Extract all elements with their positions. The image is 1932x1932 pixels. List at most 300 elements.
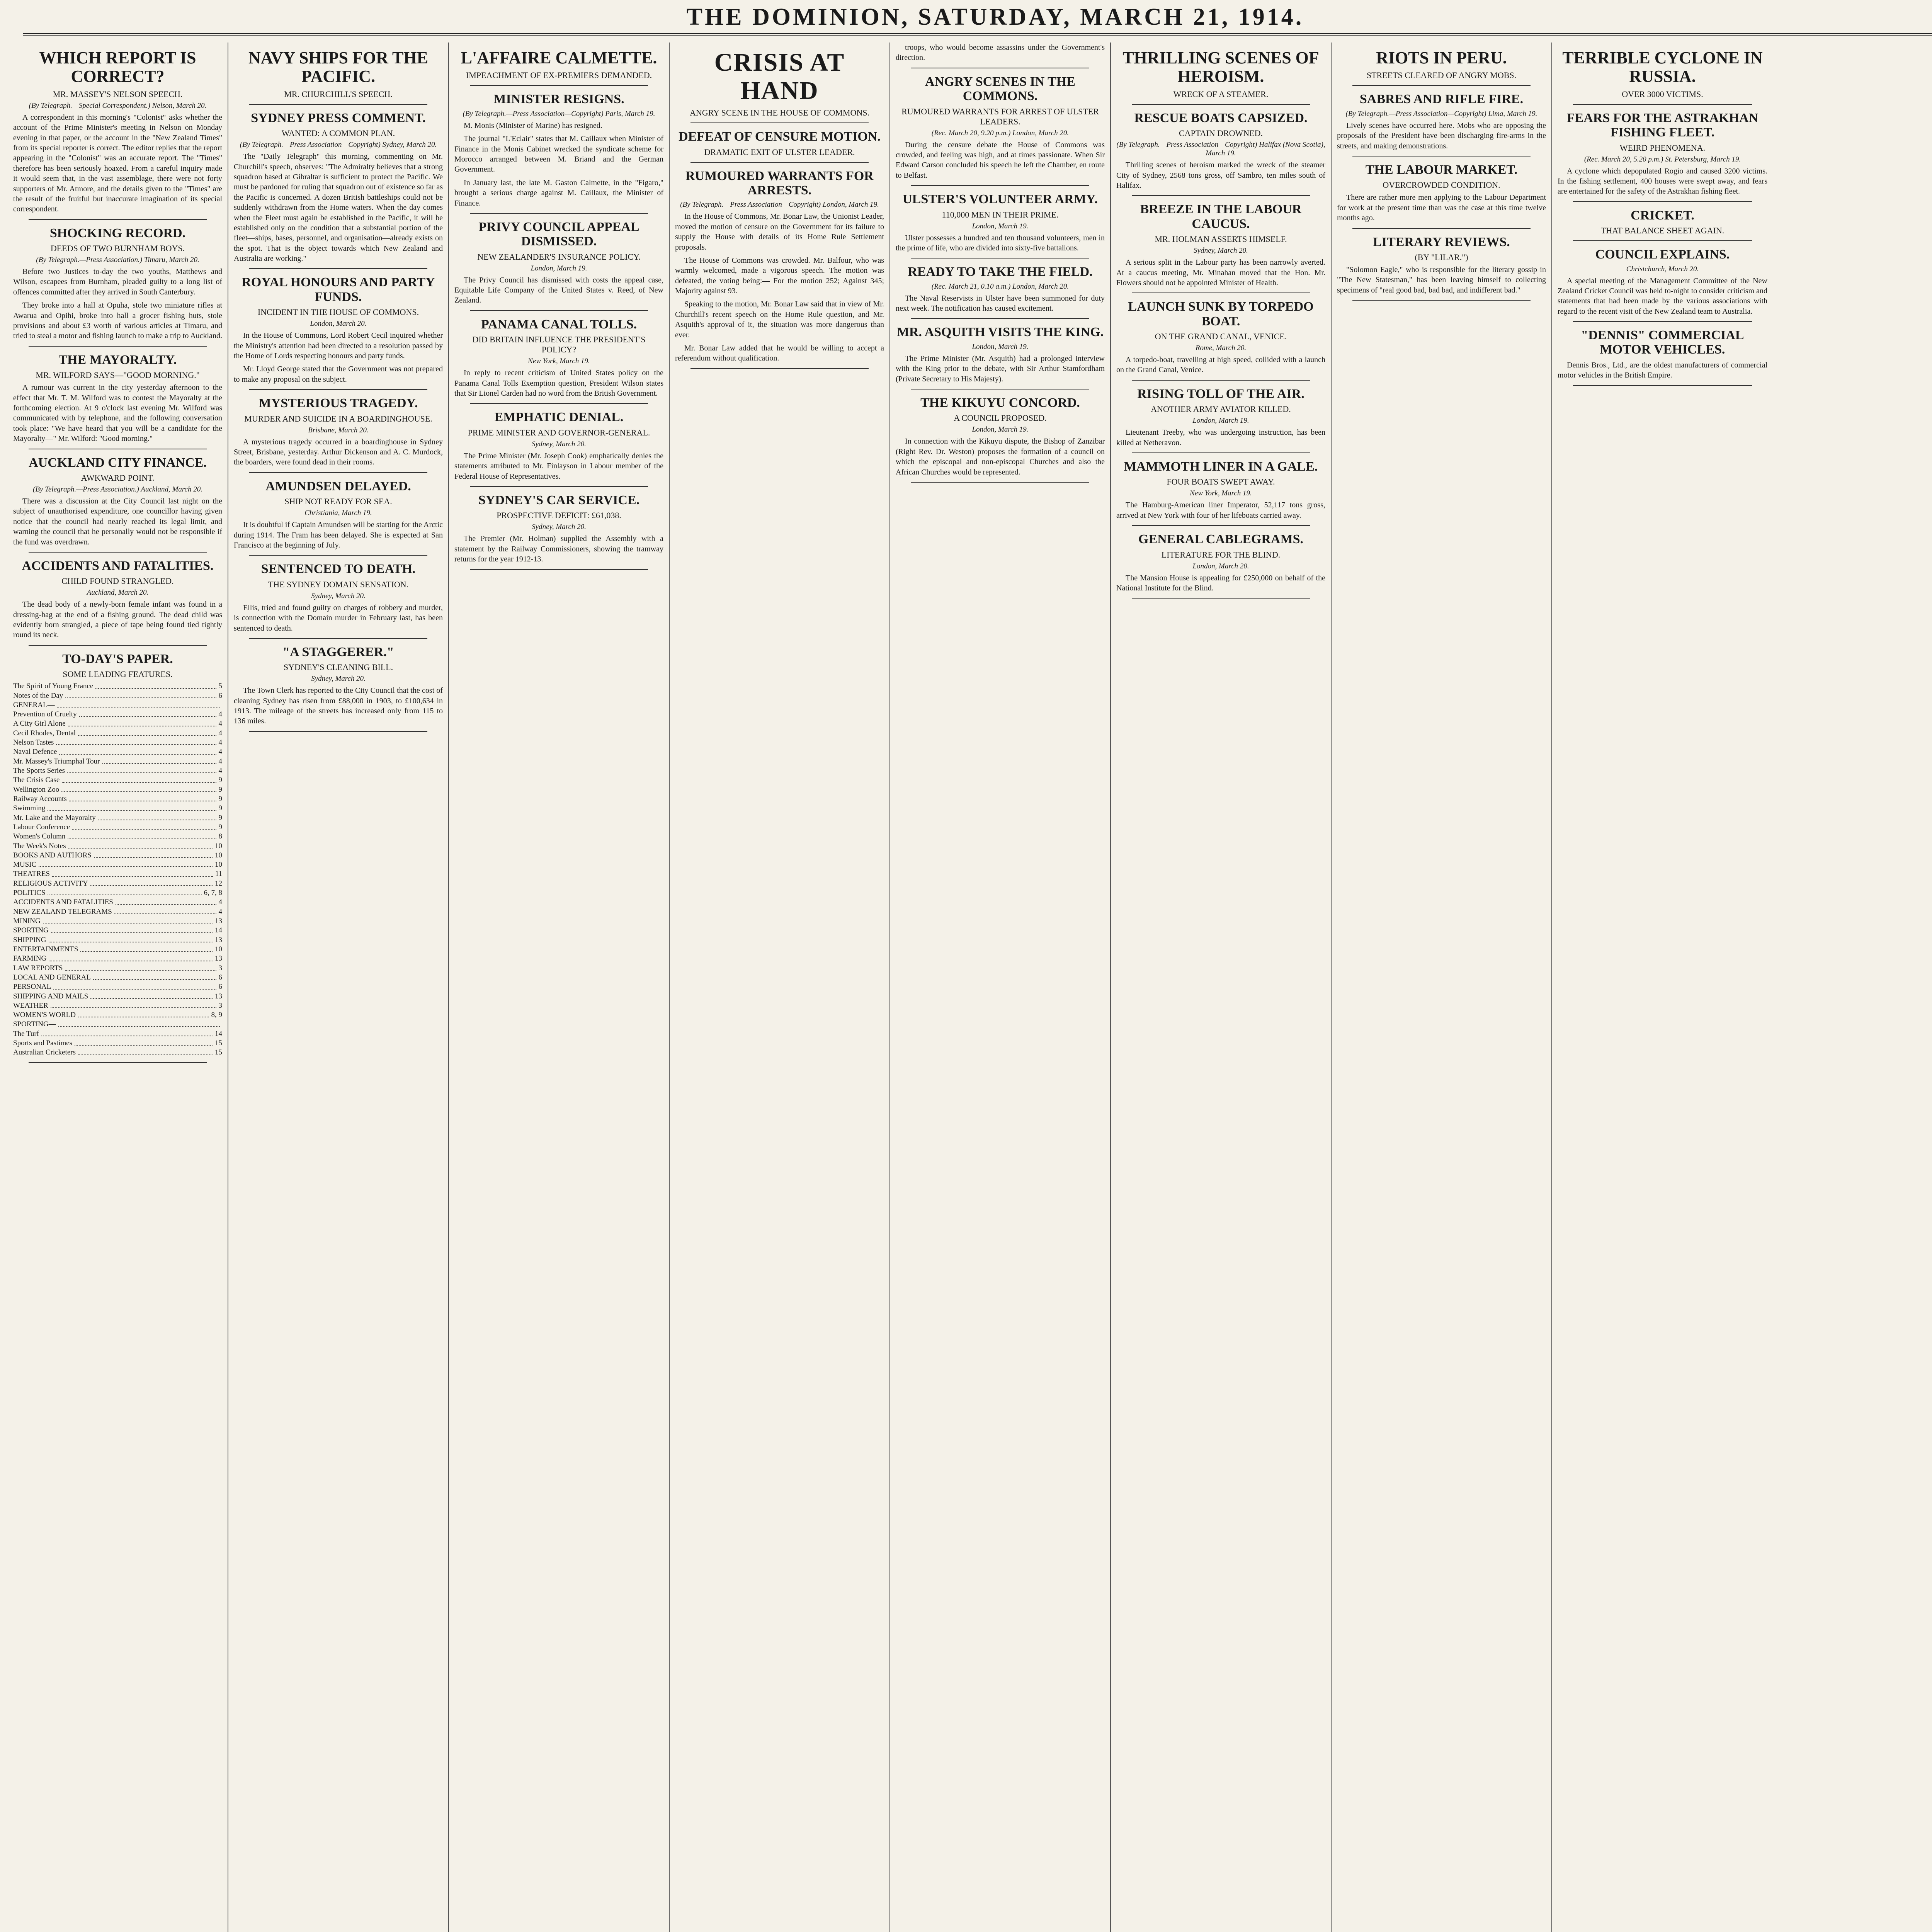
article-dateline: (By Telegraph.—Press Association—Copyright) London, March 19.	[680, 201, 879, 209]
contents-row	[13, 935, 222, 945]
article-body	[454, 451, 663, 481]
article-headline: WHICH REPORT IS CORRECT?	[39, 48, 196, 86]
contents-page: 4	[218, 907, 222, 916]
contents-page: 13	[215, 992, 222, 1000]
article-body	[675, 211, 884, 363]
contents-row	[13, 842, 222, 851]
contents-item: SPORTING	[13, 926, 49, 935]
article-subheadline: DID BRITAIN INFLUENCE THE PRESIDENT'S POLICY?	[472, 335, 646, 355]
contents-item: THEATRES	[13, 870, 50, 878]
contents-leader	[78, 1010, 209, 1017]
article-headline: READY TO TAKE THE FIELD.	[908, 265, 1093, 279]
contents-row	[13, 710, 222, 719]
contents-row	[13, 832, 222, 841]
article	[13, 652, 222, 1063]
contents-leader	[43, 917, 213, 923]
article-headline: PRIVY COUNCIL APPEAL DISMISSED.	[478, 219, 639, 249]
article-divider	[1573, 240, 1752, 241]
contents-item: The Turf	[13, 1029, 39, 1038]
contents-item: WEATHER	[13, 1001, 48, 1010]
contents-page: 13	[215, 935, 222, 944]
contents-row	[13, 794, 222, 804]
article-body	[896, 436, 1105, 477]
article-body	[1116, 427, 1325, 448]
article	[13, 559, 222, 646]
contents-item: Labour Conference	[13, 823, 70, 831]
article-subheadline: A COUNCIL PROPOSED.	[954, 413, 1047, 423]
article-paragraph: The Prime Minister (Mr. Joseph Cook) emphatically denies the statements attributed to Mr. Finlayson in Labour member of the Federal House of Representatives.	[454, 451, 663, 481]
article-dateline: London, March 19.	[972, 222, 1029, 230]
article-subheadline: MR. MASSEY'S NELSON SPEECH.	[53, 89, 183, 99]
article-divider	[911, 258, 1089, 259]
article-headline: RUMOURED WARRANTS FOR ARRESTS.	[685, 168, 874, 197]
contents-leader	[51, 1001, 216, 1008]
article-dateline: Sydney, March 20.	[532, 440, 586, 448]
article	[1558, 328, 1767, 386]
article-paragraph: During the censure debate the House of Commons was crowded, and feeling was high, and at times passionate. When Sir Edward Carson concluded his speech he left the Chamber, en route to Belfast.	[896, 140, 1105, 180]
contents-page: 4	[218, 738, 222, 747]
contents-item: POLITICS	[13, 889, 46, 897]
article-headline: MR. ASQUITH VISITS THE KING.	[896, 325, 1104, 340]
article-subheadline: ON THE GRAND CANAL, VENICE.	[1155, 332, 1287, 342]
contents-row	[13, 804, 222, 813]
columns	[8, 43, 1932, 1932]
contents-item: Naval Defence	[13, 748, 57, 756]
contents-item: The Spirit of Young France	[13, 682, 94, 690]
contents-row	[13, 992, 222, 1001]
contents-page: 9	[218, 776, 222, 784]
contents-item: The Week's Notes	[13, 842, 66, 850]
article-dateline: London, March 19.	[531, 264, 587, 272]
contents-leader	[65, 691, 216, 698]
article-headline: THE KIKUYU CONCORD.	[920, 396, 1080, 410]
article-subheadline: CHILD FOUND STRANGLED.	[61, 576, 174, 586]
article-subheadline: AWKWARD POINT.	[81, 473, 155, 483]
contents-item: SHIPPING	[13, 935, 46, 944]
contents-page: 14	[215, 926, 222, 935]
article	[234, 275, 443, 390]
article	[896, 43, 1105, 68]
contents-page: 10	[215, 861, 222, 869]
contents-row	[13, 860, 222, 869]
article-headline: ROYAL HONOURS AND PARTY FUNDS.	[242, 275, 435, 304]
contents-item: A City Girl Alone	[13, 719, 66, 728]
contents-item: SPORTING—	[13, 1020, 56, 1029]
article	[675, 129, 884, 162]
contents-item: LAW REPORTS	[13, 964, 63, 972]
contents-leader	[39, 860, 213, 867]
contents-row	[13, 766, 222, 776]
article	[13, 456, 222, 553]
article-headline: SHOCKING RECORD.	[49, 226, 186, 240]
article-dateline: (By Telegraph.—Press Association.) Timaru, March 20.	[36, 256, 199, 264]
contents-row	[13, 738, 222, 747]
article-body	[234, 437, 443, 468]
contents-leader	[68, 719, 216, 726]
contents-leader	[59, 747, 216, 754]
contents-row	[13, 719, 222, 728]
article-headline: DEFEAT OF CENSURE MOTION.	[679, 129, 881, 144]
article-headline: "DENNIS" COMMERCIAL MOTOR VEHICLES.	[1581, 328, 1744, 357]
article-paragraph: Before two Justices to-day the two youths, Matthews and Wilson, escapees from Burnham, pleaded guilty to a long list of offences committed after they arrived in South Canterbury.	[13, 267, 222, 296]
article-body	[13, 267, 222, 341]
article-paragraph: Ulster possesses a hundred and ten thousand volunteers, men in the prime of life, who are divided into sixty-five battalions.	[896, 233, 1105, 252]
article	[13, 226, 222, 347]
article-divider	[1132, 104, 1310, 105]
article-paragraph: A mysterious tragedy occurred in a boardinghouse in Sydney Street, Brisbane, yesterday. Arthur Dickenson and A. C. Murdock, the boarders, were found dead in their rooms.	[234, 437, 443, 467]
contents-item: Wellington Zoo	[13, 785, 60, 794]
contents-page: 9	[218, 785, 222, 794]
article-headline: MINISTER RESIGNS.	[493, 92, 624, 107]
column-3	[449, 43, 670, 1932]
article-dateline: London, March 19.	[972, 425, 1029, 434]
contents-leader	[98, 813, 216, 820]
article	[454, 317, 663, 404]
article	[454, 220, 663, 311]
column-6	[1111, 43, 1332, 1932]
article-body	[1116, 355, 1325, 375]
article-dateline: Sydney, March 20.	[532, 523, 586, 531]
contents-leader	[79, 710, 216, 717]
article-body	[1116, 160, 1325, 190]
article-paragraph: They broke into a hall at Opuha, stole two miniature rifles at Awarua and Opihi, broke into hall a grocer fishing huts, stole provisions and about £3 worth of various articles at Timaru, and tried to steal a motor and fishing launch to make a trip to Auckland.	[13, 301, 222, 340]
contents-page: 15	[215, 1039, 222, 1048]
contents-leader	[56, 738, 216, 745]
contents-page: 9	[218, 813, 222, 822]
article-subheadline: ANOTHER ARMY AVIATOR KILLED.	[1151, 404, 1291, 414]
article	[1558, 208, 1767, 241]
article-paragraph: In reply to recent criticism of United States policy on the Panama Canal Tolls Exemption question, President Wilson states that Sir Lionel Carden had no word from the British Government.	[454, 369, 663, 398]
article-paragraph: The Premier (Mr. Holman) supplied the Assembly with a statement by the Railway Commissioners, showing the tramway returns for the year 1912-13.	[454, 534, 663, 564]
article-body	[1337, 192, 1546, 223]
article	[1116, 202, 1325, 293]
article-divider	[1573, 321, 1752, 322]
article-headline: BREEZE IN THE LABOUR CAUCUS.	[1140, 202, 1302, 231]
article-paragraph: The dead body of a newly-born female infant was found in a dressing-bag at the end of a fishing ground. The dead child was evidently born strangled, a piece of tape being found tied tightly round its neck.	[13, 600, 222, 639]
article-body	[1337, 121, 1546, 151]
article-subheadline: STREETS CLEARED OF ANGRY MOBS.	[1366, 70, 1517, 80]
article-paragraph: There was a discussion at the City Council last night on the subject of unauthorised expenditure, one councillor having given notice that the council had nearly reached its legal limit, and warning the council that he personally would not be responsible if the fund was overdrawn.	[13, 497, 222, 546]
article-paragraph: Lieutenant Treeby, who was undergoing instruction, has been killed at Netheravon.	[1116, 428, 1325, 447]
contents-item: Nelson Tastes	[13, 738, 54, 747]
article-subheadline: MR. WILFORD SAYS—"GOOD MORNING."	[36, 370, 200, 380]
article-dateline: London, March 19.	[1192, 417, 1249, 425]
contents-row	[13, 1039, 222, 1048]
article-divider	[911, 482, 1089, 483]
article-headline: SYDNEY PRESS COMMENT.	[251, 111, 426, 125]
contents-page: 13	[215, 954, 222, 963]
article-subheadline: IMPEACHMENT OF EX-PREMIERS DEMANDED.	[466, 70, 652, 80]
article	[1337, 49, 1546, 86]
article-divider	[1132, 452, 1310, 453]
column-7	[1332, 43, 1552, 1932]
contents-item: GENERAL—	[13, 701, 55, 709]
contents-page: 4	[218, 710, 222, 719]
article-headline: LITERARY REVIEWS.	[1373, 235, 1510, 249]
article-paragraph: The "Daily Telegraph" this morning, commenting on Mr. Churchill's speech, observes: "The Admiralty believes that a strong squadron based at Gibraltar is sufficient to protect the Pacific. We must be pardoned for ruling that squadron out of existence so far as the Pacific is concerned. A dozen British battleships could not be suddenly withdrawn from the Home waters. When the day comes when the Fleet must again be established in the Pacific, it will be established only on the condition that a substantial portion of the fleet—ships, bases, personnel, and organisation—already exists on the spot. That is the object towards which New Zealand and Australia are working."	[234, 152, 443, 263]
article-subheadline: WRECK OF A STEAMER.	[1173, 89, 1269, 99]
contents-item: MINING	[13, 917, 41, 925]
contents-leader	[65, 964, 216, 971]
contents-page: 4	[218, 898, 222, 906]
article-paragraph: In January last, the late M. Gaston Calmette, in the "Figaro," brought a serious charge against M. Caillaux, the Minister of Finance.	[454, 178, 663, 207]
contents-item: SHIPPING AND MAILS	[13, 992, 88, 1000]
article-subheadline: THE SYDNEY DOMAIN SENSATION.	[268, 579, 409, 589]
article-divider	[249, 555, 427, 556]
article	[1116, 387, 1325, 453]
article	[896, 192, 1105, 259]
contents-item: Prevention of Cruelty	[13, 710, 77, 719]
article-paragraph: In connection with the Kikuyu dispute, the Bishop of Zanzibar (Right Rev. Dr. Weston) proposes the formation of a council on which the episcopal and non-episcopal Churches and also the African Churches would be represented.	[896, 437, 1105, 476]
article-paragraph: The Hamburg-American liner Imperator, 52,117 tons gross, arrived at New York with four of her lifeboats carried away.	[1116, 501, 1325, 520]
contents-row	[13, 954, 222, 963]
article-headline: FEARS FOR THE ASTRAKHAN FISHING FLEET.	[1566, 111, 1759, 140]
masthead	[23, 4, 1932, 36]
article-body	[896, 233, 1105, 253]
article	[454, 49, 663, 86]
article-divider	[1352, 300, 1531, 301]
contents-leader	[68, 842, 213, 849]
contents-list	[13, 682, 222, 1058]
contents-row	[13, 729, 222, 738]
contents-page: 6	[218, 973, 222, 981]
article-divider	[29, 1062, 207, 1063]
article-body	[234, 520, 443, 550]
contents-row	[13, 785, 222, 794]
column-1	[8, 43, 228, 1932]
article	[1558, 247, 1767, 322]
contents-item: ENTERTAINMENTS	[13, 945, 78, 953]
contents-item: Women's Column	[13, 832, 66, 841]
article-subheadline: OVER 3000 VICTIMS.	[1622, 89, 1703, 99]
contents-leader	[57, 701, 220, 707]
contents-row	[13, 757, 222, 766]
article-headline: MYSTERIOUS TRAGEDY.	[259, 396, 418, 411]
contents-row	[13, 851, 222, 860]
article-divider	[249, 389, 427, 390]
article-headline: RISING TOLL OF THE AIR.	[1137, 386, 1304, 401]
article-paragraph: troops, who would become assassins under the Government's direction.	[896, 43, 1105, 62]
article-body	[1116, 573, 1325, 594]
article-divider	[470, 85, 648, 86]
contents-page: 13	[215, 917, 222, 925]
masthead-title: THE DOMINION, SATURDAY, MARCH 21, 1914.	[686, 4, 1304, 30]
contents-page: 12	[215, 879, 222, 888]
article-dateline: Brisbane, March 20.	[308, 426, 369, 434]
contents-row	[13, 1010, 222, 1020]
contents-item: PERSONAL	[13, 983, 51, 991]
contents-leader	[95, 682, 216, 689]
article-body	[13, 496, 222, 547]
article	[896, 265, 1105, 319]
contents-page: 3	[218, 964, 222, 972]
article-body	[896, 354, 1105, 384]
contents-row	[13, 973, 222, 982]
article-dateline: (Rec. March 21, 0.10 a.m.) London, March 20.	[931, 282, 1069, 291]
contents-row	[13, 898, 222, 907]
contents-row	[13, 823, 222, 832]
article-divider	[1573, 385, 1752, 386]
article-body	[234, 151, 443, 264]
article-subheadline: SOME LEADING FEATURES.	[63, 669, 173, 679]
article-paragraph: Mr. Bonar Law added that he would be willing to accept a referendum without qualification.	[675, 344, 884, 363]
article-body	[13, 112, 222, 214]
contents-leader	[116, 898, 216, 905]
contents-item: The Crisis Case	[13, 776, 60, 784]
article-paragraph: A correspondent in this morning's "Colonist" asks whether the account of the Prime Minister's meeting in Nelson on Monday evening in that paper, or the account in the "New Zealand Times" from its special reporter is correct. The editor replies that the report appearing in the "Colonist" was an accurate report. The "Times" therefore has been seriously hoaxed. From a careful inquiry made it would seem that, in the vast assemblage, there were not forty supporters of Mr. Atmore, and the details given to the "Times" are the result of the fruitful but inaccurate imagination of its special correspondent.	[13, 113, 222, 214]
article-dateline: (By Telegraph.—Special Correspondent.) Nelson, March 20.	[29, 101, 207, 110]
article-paragraph: There are rather more men applying to the Labour Department for work at the present time than was the case at this time twelve months ago.	[1337, 193, 1546, 223]
article	[675, 169, 884, 369]
article-divider	[690, 368, 869, 369]
article-body	[1116, 257, 1325, 288]
article-divider	[1352, 228, 1531, 229]
contents-row	[13, 813, 222, 823]
article-divider	[470, 569, 648, 570]
contents-item: BOOKS AND AUTHORS	[13, 851, 92, 859]
article	[1337, 92, 1546, 156]
article	[234, 479, 443, 556]
contents-item: FARMING	[13, 954, 47, 963]
contents-item: Mr. Massey's Triumphal Tour	[13, 757, 100, 765]
column-4	[670, 43, 890, 1932]
contents-leader	[49, 935, 213, 942]
article-subheadline: WEIRD PHENOMENA.	[1619, 143, 1706, 153]
contents-item: Railway Accounts	[13, 794, 67, 803]
column-2	[228, 43, 449, 1932]
article-divider	[1132, 195, 1310, 196]
article	[896, 325, 1105, 389]
article-paragraph: The Town Clerk has reported to the City Council that the cost of cleaning Sydney has risen from £88,000 in 1903, to £100,634 in 1913. The mileage of the streets has increased only from 115 to 136 miles.	[234, 686, 443, 726]
contents-page: 3	[218, 1001, 222, 1010]
article-subheadline: ANGRY SCENE IN THE HOUSE OF COMMONS.	[689, 108, 870, 118]
article-divider	[911, 185, 1089, 186]
contents-page: 10	[215, 945, 222, 953]
article-divider	[1352, 85, 1531, 86]
article-headline: GENERAL CABLEGRAMS.	[1138, 532, 1303, 547]
article-dateline: (Rec. March 20, 5.20 p.m.) St. Petersburg, March 19.	[1584, 155, 1741, 163]
article-subheadline: OVERCROWDED CONDITION.	[1383, 180, 1500, 190]
contents-leader	[72, 823, 216, 830]
article-divider	[470, 486, 648, 487]
article-subheadline: NEW ZEALANDER'S INSURANCE POLICY.	[477, 252, 641, 262]
contents-row	[13, 982, 222, 992]
contents-leader	[69, 794, 216, 801]
contents-row	[13, 869, 222, 879]
contents-page: 9	[218, 794, 222, 803]
contents-page: 4	[218, 729, 222, 737]
contents-item: Mr. Lake and the Mayoralty	[13, 813, 96, 822]
contents-item: The Sports Series	[13, 767, 65, 775]
contents-page: 4	[218, 767, 222, 775]
contents-row	[13, 879, 222, 888]
article-subheadline: SYDNEY'S CLEANING BILL.	[283, 662, 393, 672]
contents-page: 15	[215, 1048, 222, 1057]
contents-item: Cecil Rhodes, Dental	[13, 729, 76, 737]
contents-row	[13, 1001, 222, 1010]
article	[454, 92, 663, 214]
article-headline: THE MAYORALTY.	[58, 352, 177, 367]
contents-page: 6	[218, 691, 222, 700]
article-divider	[1132, 525, 1310, 526]
article-headline: TO-DAY'S PAPER.	[62, 651, 173, 666]
article-subheadline: SHIP NOT READY FOR SEA.	[284, 497, 392, 507]
article-paragraph: Speaking to the motion, Mr. Bonar Law said that in view of Mr. Churchill's recent speech on the Home Rule question, and Mr. Asquith's approval of it, the situation was more dangerous than ever.	[675, 300, 884, 339]
article-paragraph: M. Monis (Minister of Marine) has resigned.	[464, 121, 602, 130]
article-headline: TERRIBLE CYCLONE IN RUSSIA.	[1562, 48, 1763, 86]
article-headline: SENTENCED TO DEATH.	[261, 562, 416, 577]
article-divider	[690, 162, 869, 163]
article-headline: SABRES AND RIFLE FIRE.	[1359, 92, 1524, 107]
article-divider	[249, 104, 427, 105]
contents-leader	[114, 907, 216, 914]
article-paragraph: The Prime Minister (Mr. Asquith) had a prolonged interview with the King prior to the debate, with Sir Arthur Stamfordham (Private Secretary to His Majesty).	[896, 354, 1105, 383]
article-subheadline: THAT BALANCE SHEET AGAIN.	[1600, 226, 1725, 236]
contents-leader	[48, 804, 216, 811]
article-subheadline: MR. HOLMAN ASSERTS HIMSELF.	[1155, 234, 1287, 244]
article-dateline: Sydney, March 20.	[1194, 247, 1248, 255]
article-headline: SYDNEY'S CAR SERVICE.	[478, 493, 640, 507]
contents-row	[13, 1048, 222, 1057]
article-subheadline: CAPTAIN DROWNED.	[1179, 128, 1263, 138]
article-dateline: Christiania, March 19.	[304, 509, 372, 517]
article-paragraph: A cyclone which depopulated Rogio and caused 3200 victims. In the fishing settlement, 400 houses were swept away, and fears are entertained for the safety of the Astrakhan fishing fleet.	[1558, 167, 1767, 196]
article-paragraph: In the House of Commons, Mr. Bonar Law, the Unionist Leader, moved the motion of censure on the Government for its failure to supply the House with details of its Home Rule Settlement proposals.	[675, 212, 884, 252]
contents-leader	[62, 776, 216, 782]
article-subheadline: DRAMATIC EXIT OF ULSTER LEADER.	[704, 147, 855, 157]
article-paragraph: A torpedo-boat, travelling at high speed, collided with a launch on the Grand Canal, Venice.	[1116, 355, 1325, 374]
article	[1337, 163, 1546, 229]
article-paragraph: Dennis Bros., Ltd., are the oldest manufacturers of commercial motor vehicles in the British Empire.	[1558, 361, 1767, 380]
contents-row	[13, 926, 222, 935]
article-divider	[470, 213, 648, 214]
contents-leader	[49, 954, 213, 961]
article-body	[1558, 360, 1767, 381]
article-divider	[1573, 104, 1752, 105]
contents-row	[13, 888, 222, 898]
contents-leader	[58, 1020, 220, 1027]
article-headline: COUNCIL EXPLAINS.	[1595, 247, 1730, 262]
article-divider	[911, 318, 1089, 319]
article-dateline: New York, March 19.	[528, 357, 590, 366]
contents-page: 8	[218, 832, 222, 841]
contents-item: LOCAL AND GENERAL	[13, 973, 91, 981]
article-paragraph: The journal "L'Eclair" states that M. Caillaux when Minister of Finance in the Monis Cabinet wrecked the syndicate scheme for Morocco arranged between M. Briand and the German Government.	[454, 134, 663, 174]
contents-page: 4	[218, 719, 222, 728]
article-paragraph: A special meeting of the Management Committee of the New Zealand Cricket Council was held to-night to consider criticism and statements that had been made by the various associations with regard to the recent visit of the New Zealand team to Australia.	[1558, 276, 1767, 316]
article-headline: "A STAGGERER."	[282, 645, 394, 659]
contents-page: 9	[218, 804, 222, 813]
contents-row	[13, 1029, 222, 1039]
article-dateline: Rome, March 20.	[1195, 344, 1247, 352]
article	[675, 49, 884, 123]
article-headline: AMUNDSEN DELAYED.	[265, 479, 411, 493]
article-body	[234, 330, 443, 384]
article-divider	[249, 638, 427, 639]
article	[1337, 235, 1546, 301]
contents-page: 9	[218, 823, 222, 831]
article-body	[454, 275, 663, 306]
contents-leader	[94, 851, 213, 858]
article-dateline: Sydney, March 20.	[311, 675, 366, 683]
article	[234, 111, 443, 269]
contents-row	[13, 747, 222, 757]
article-body	[896, 140, 1105, 181]
article-divider	[29, 645, 207, 646]
article-subheadline: INCIDENT IN THE HOUSE OF COMMONS.	[257, 307, 419, 317]
contents-leader	[80, 945, 213, 952]
article	[1116, 49, 1325, 105]
